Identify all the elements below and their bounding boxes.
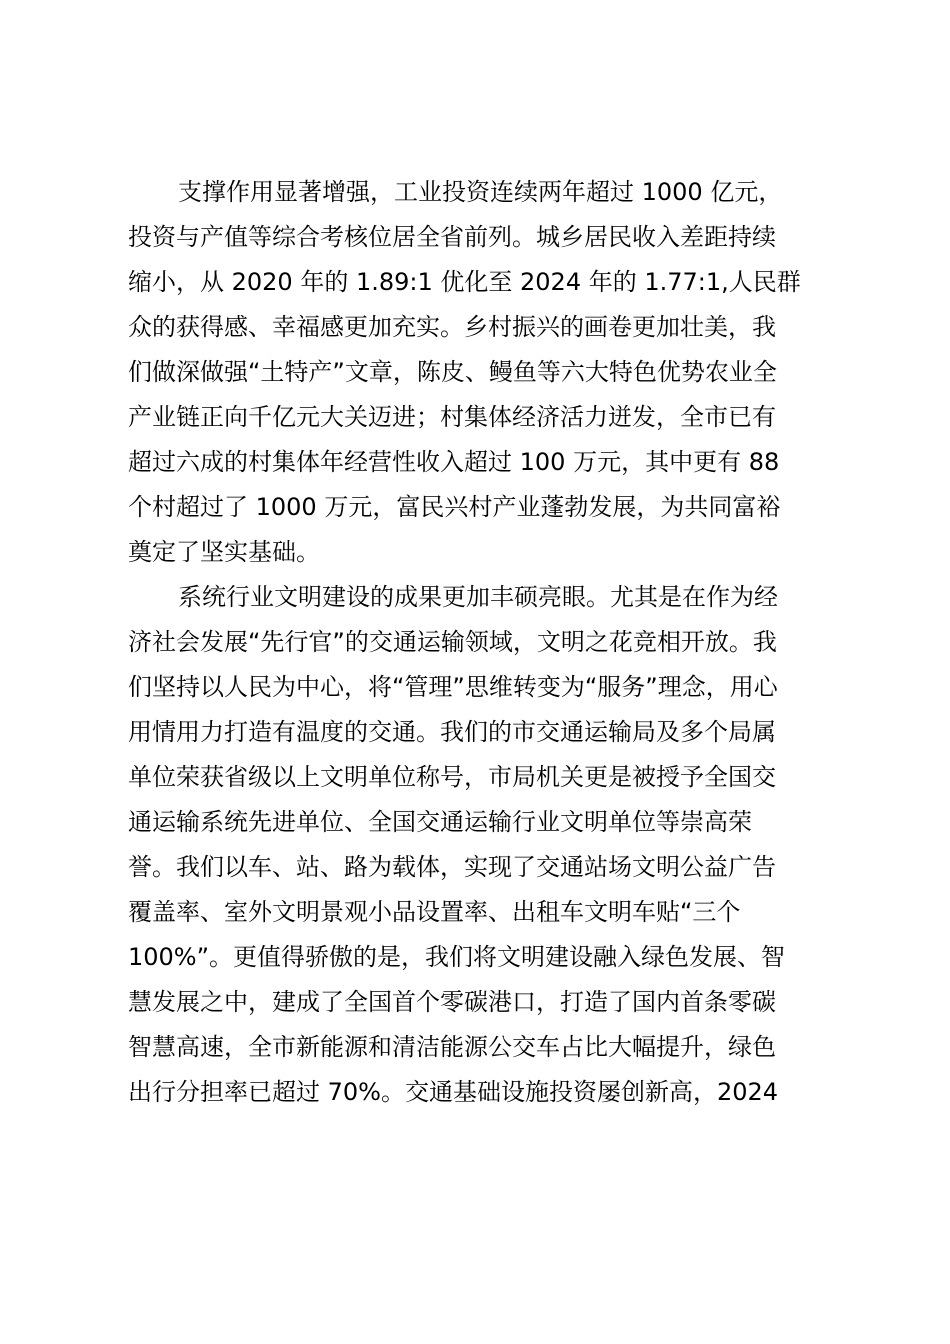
paragraph-1 <box>128 170 828 575</box>
paragraph-line: 智慧高速，全市新能源和清洁能源公交车占比大幅提升，绿色 <box>128 1033 776 1061</box>
paragraph-line: 单位荣获省级以上文明单位称号，市局机关更是被授予全国交 <box>128 763 776 791</box>
paragraph-line: 缩小，从 2020 年的 1.89:1 优化至 2024 年的 1.77:1,人民群 <box>128 268 801 296</box>
paragraph-line: 个村超过了 1000 万元，富民兴村产业蓬勃发展，为共同富裕 <box>128 493 781 521</box>
paragraph-line: 系统行业文明建设的成果更加丰硕亮眼。尤其是在作为经 <box>178 583 778 611</box>
paragraph-line: 投资与产值等综合考核位居全省前列。城乡居民收入差距持续 <box>128 223 776 251</box>
paragraph-line: 们坚持以人民为中心，将“管理”思维转变为“服务”理念，用心 <box>128 673 778 701</box>
paragraph-line: 济社会发展“先行官”的交通运输领域，文明之花竞相开放。我 <box>128 628 777 656</box>
paragraph-line: 产业链正向千亿元大关迈进；村集体经济活力迸发，全市已有 <box>128 403 776 431</box>
paragraph-line: 支撑作用显著增强，工业投资连续两年超过 1000 亿元， <box>178 178 783 206</box>
paragraph-line: 慧发展之中，建成了全国首个零碳港口，打造了国内首条零碳 <box>128 988 776 1016</box>
paragraph-line: 通运输系统先进单位、全国交通运输行业文明单位等崇高荣 <box>128 808 752 836</box>
paragraph-line: 们做深做强“土特产”文章，陈皮、鳗鱼等六大特色优势农业全 <box>128 358 777 386</box>
paragraph-line: 100%”。更值得骄傲的是，我们将文明建设融入绿色发展、智 <box>128 943 786 971</box>
paragraph-2 <box>128 575 828 1115</box>
paragraph-line: 用情用力打造有温度的交通。我们的市交通运输局及多个局属 <box>128 718 776 746</box>
paragraph-line: 奠定了坚实基础。 <box>128 538 320 566</box>
paragraph-line: 誉。我们以车、站、路为载体，实现了交通站场文明公益广告 <box>128 853 776 881</box>
paragraph-line: 众的获得感、幸福感更加充实。乡村振兴的画卷更加壮美，我 <box>128 313 776 341</box>
paragraph-line: 超过六成的村集体年经营性收入超过 100 万元，其中更有 88 <box>128 448 780 476</box>
paragraph-line: 覆盖率、室外文明景观小品设置率、出租车文明车贴“三个 <box>128 898 741 926</box>
paragraph-line: 出行分担率已超过 70%。交通基础设施投资屡创新高，2024 <box>128 1078 779 1106</box>
